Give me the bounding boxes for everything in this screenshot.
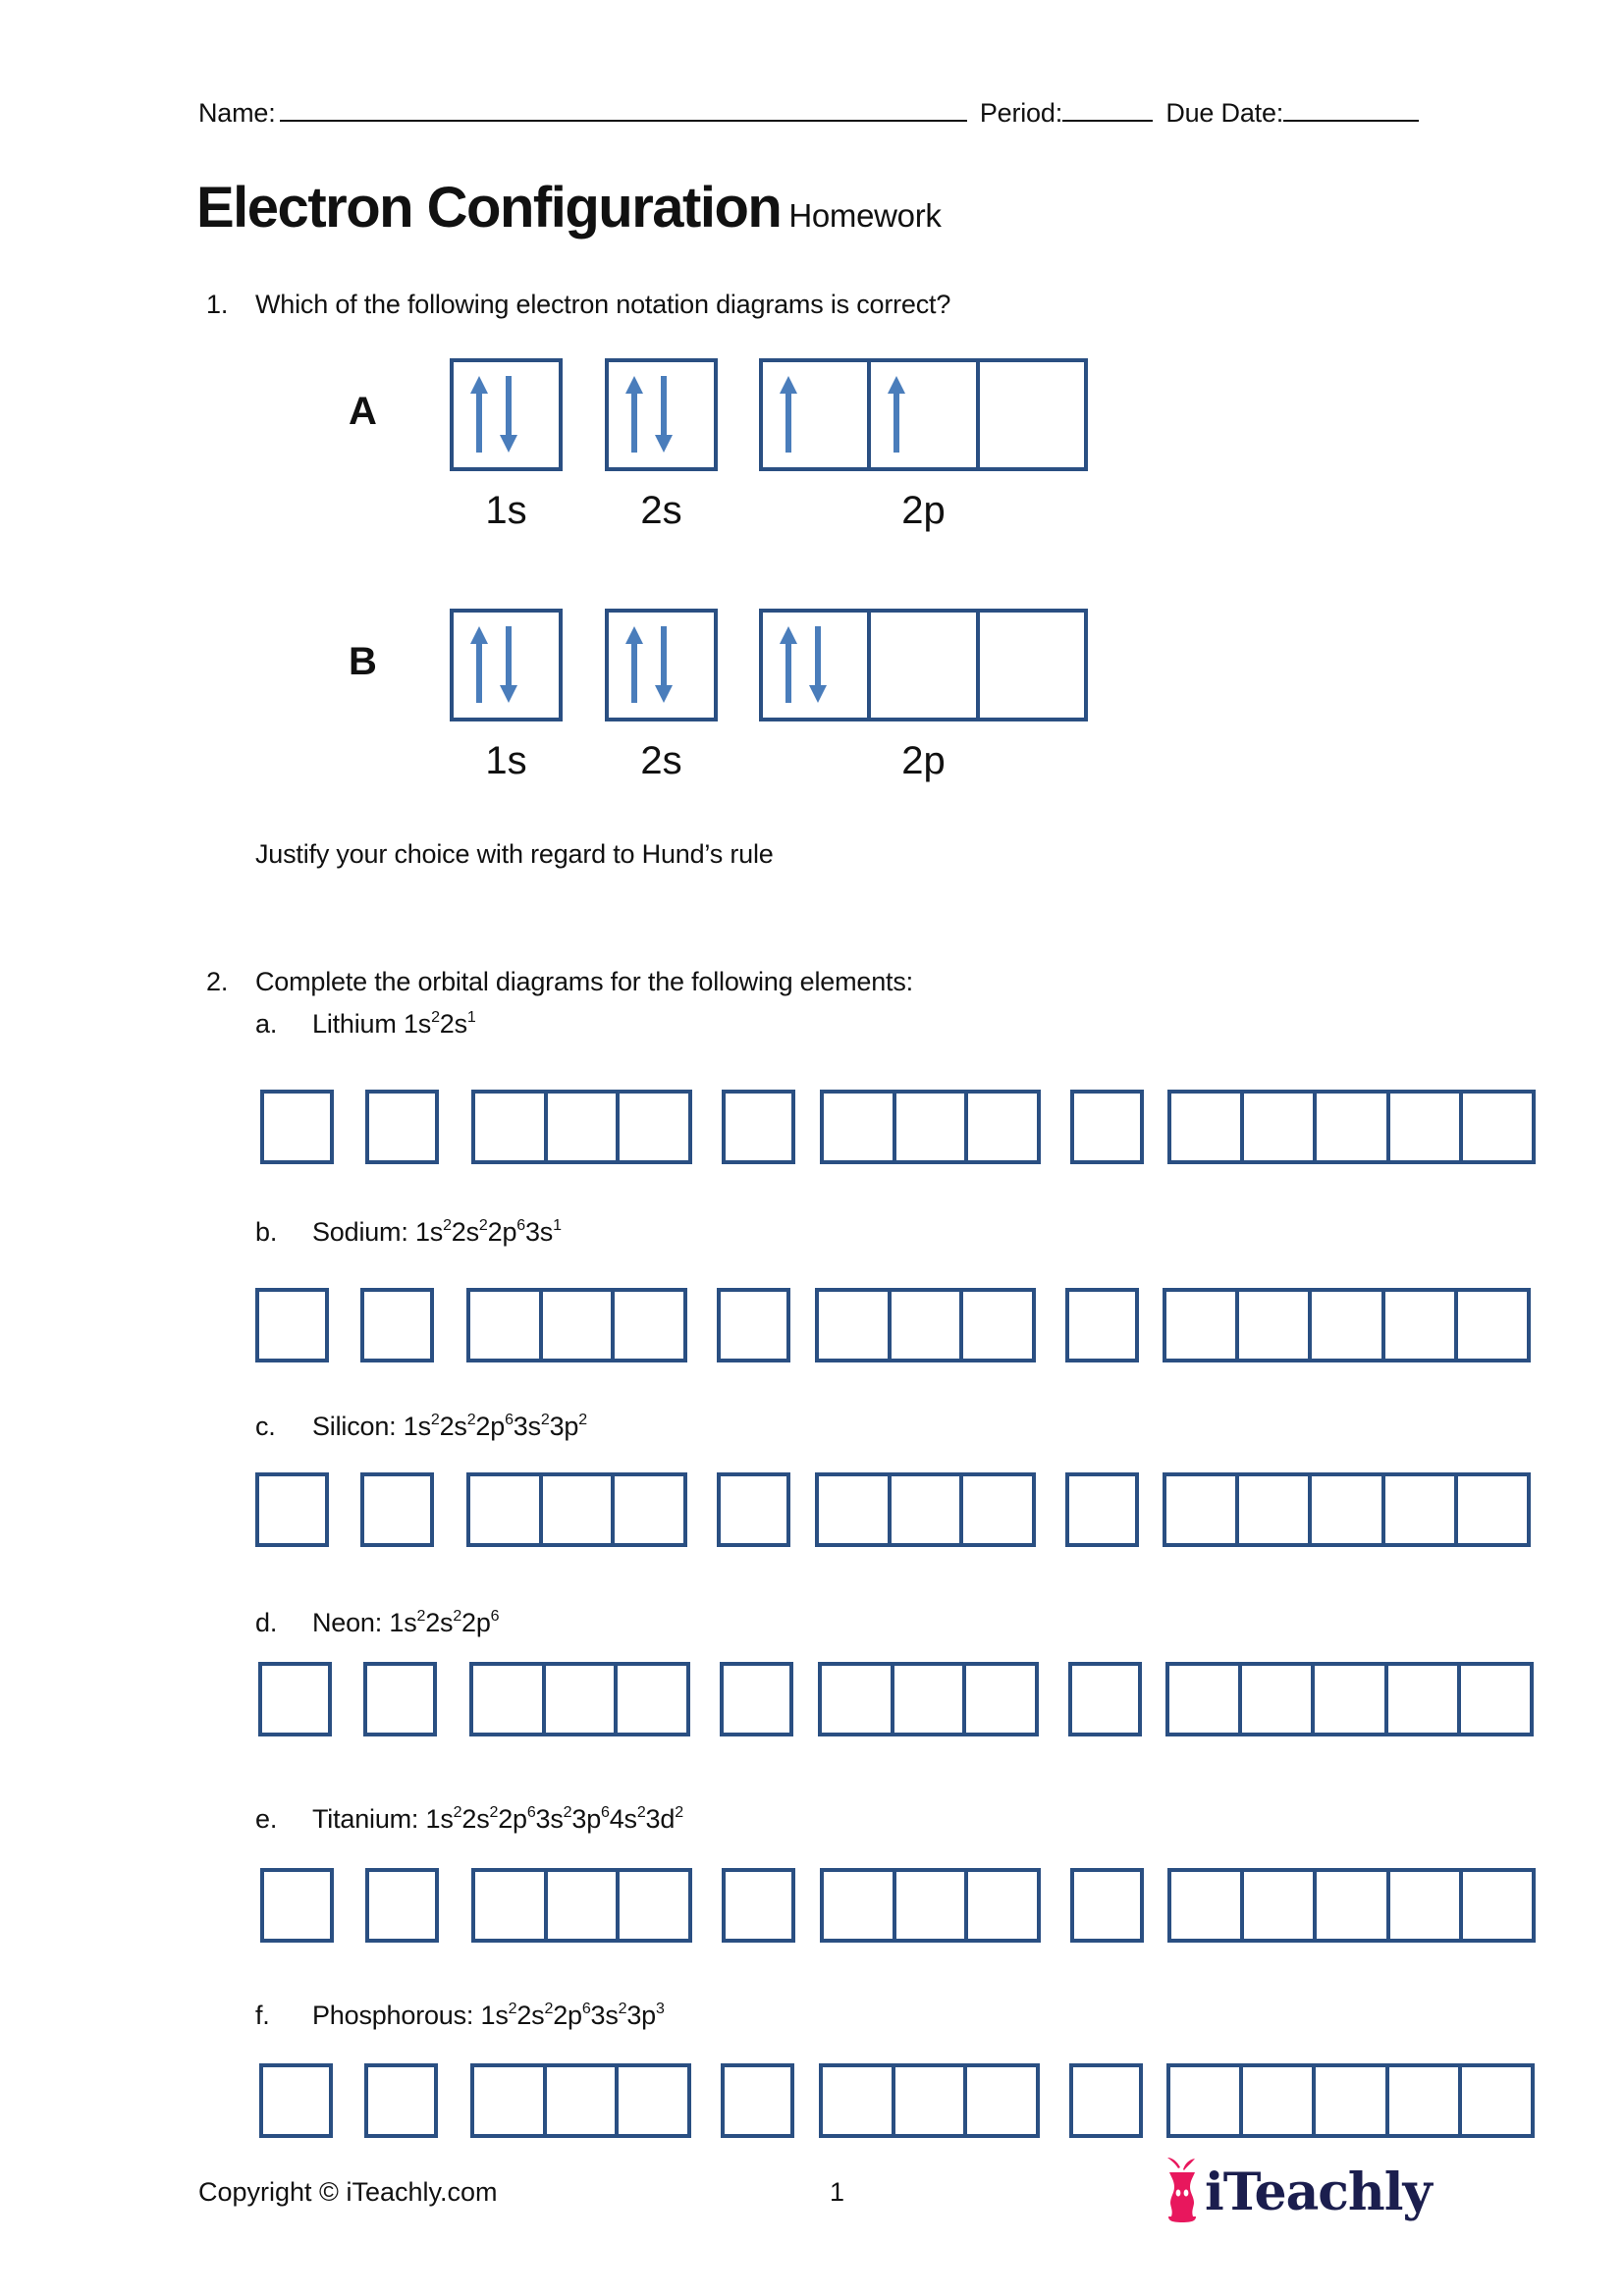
orbital-box-3p <box>819 2063 1040 2138</box>
orbital-cell-input[interactable] <box>1170 2067 1239 2134</box>
orbital-cell-input[interactable] <box>543 2067 616 2134</box>
element-name: Titanium: <box>312 1804 419 1834</box>
electron-count: 6 <box>505 1412 514 1428</box>
orbital-box-1s <box>255 1288 329 1362</box>
orbital-cell-input[interactable] <box>1169 1666 1238 1733</box>
subshell: 2s <box>461 1804 490 1834</box>
orbital-cell-input[interactable] <box>891 1666 963 1733</box>
orbital-cell-input[interactable] <box>1308 1292 1380 1359</box>
orbital-cell-input[interactable] <box>1171 1872 1240 1939</box>
orbital-box-3s <box>722 1090 795 1164</box>
apple-core-icon <box>1164 2156 1201 2229</box>
electron-count: 6 <box>490 1608 500 1625</box>
orbital-cell-input[interactable] <box>1385 2067 1458 2134</box>
title-main: Electron Configuration <box>196 176 782 240</box>
orbital-cell-input[interactable] <box>1240 1872 1313 1939</box>
orbital-cell-input[interactable] <box>1381 1292 1454 1359</box>
orbital-cell-input[interactable] <box>1312 2067 1384 2134</box>
electron-count: 2 <box>618 2001 627 2017</box>
orbital-cell-input[interactable] <box>1074 1094 1140 1160</box>
orbital-cell-input[interactable] <box>470 1476 539 1543</box>
orbital-cell-input[interactable] <box>1459 1872 1532 1939</box>
electron-count: 2 <box>416 1608 426 1625</box>
subshell: 2s <box>439 1412 467 1441</box>
electron-count: 1 <box>553 1217 562 1234</box>
orbital-box-2s <box>363 1662 437 1736</box>
period-blank-field[interactable] <box>1062 96 1153 122</box>
subshell: 1s <box>403 1412 431 1441</box>
orbital-cell-input[interactable] <box>1308 1476 1380 1543</box>
orbital-cell-input[interactable] <box>1069 1292 1135 1359</box>
orbital-cell-input[interactable] <box>721 1292 786 1359</box>
orbital-box-4s <box>1065 1288 1139 1362</box>
orbital-cell-input[interactable] <box>539 1476 612 1543</box>
orbital-box-3s <box>717 1472 790 1547</box>
orbital-cell-input[interactable] <box>819 1476 888 1543</box>
subshell: 2p <box>461 1608 491 1637</box>
electron-configuration <box>404 1412 587 1441</box>
question-text: Complete the orbital diagrams for the following elements: <box>255 967 913 996</box>
orbital-cell-input[interactable] <box>259 1476 325 1543</box>
orbital-box-3p <box>818 1662 1039 1736</box>
orbital-cell-input[interactable] <box>1166 1292 1235 1359</box>
subshell: 1s <box>414 1217 444 1247</box>
orbital-cell-input[interactable] <box>542 1666 615 1733</box>
orbital-cell-input[interactable] <box>369 1094 435 1160</box>
orbital-cell-input[interactable] <box>959 1292 1032 1359</box>
orbital-cell-input[interactable] <box>364 1476 430 1543</box>
orbital-cell <box>609 362 714 467</box>
orbital-cell-input[interactable] <box>824 1094 893 1160</box>
orbital-box-3d <box>1163 1288 1531 1362</box>
orbital-box-2s <box>360 1288 434 1362</box>
title-subtitle: Homework <box>788 197 942 234</box>
orbital-cell-input[interactable] <box>616 1094 688 1160</box>
orbital-cell-input[interactable] <box>724 1666 789 1733</box>
subshell: 2p <box>553 2001 582 2030</box>
orbital-box-4s <box>1070 1090 1144 1164</box>
orbital-cell-input[interactable] <box>721 1476 786 1543</box>
orbital-cell-input[interactable] <box>1171 1094 1240 1160</box>
element-item-label <box>255 1009 476 1040</box>
orbital-cell-input[interactable] <box>262 1666 328 1733</box>
orbital-cell-input[interactable] <box>1457 1666 1530 1733</box>
subshell: 1s <box>425 1804 454 1834</box>
electron-count: 2 <box>466 1412 476 1428</box>
orbital-cell <box>867 362 975 467</box>
electron-count: 1 <box>466 1009 476 1026</box>
copyright-text: Copyright © iTeachly.com <box>198 2177 498 2207</box>
orbital-cell-input[interactable] <box>1311 1666 1383 1733</box>
electron-count: 2 <box>508 2001 517 2017</box>
electron-count: 2 <box>540 1412 550 1428</box>
orbital-cell-input[interactable] <box>611 1292 683 1359</box>
orbital-cell-input[interactable] <box>888 1476 960 1543</box>
subshell: 1s <box>389 1608 417 1637</box>
subshell: 2p <box>487 1217 517 1247</box>
orbital-cell-input[interactable] <box>1069 1476 1135 1543</box>
orbital-cell-input[interactable] <box>474 2067 543 2134</box>
orbital-box-1s <box>260 1868 334 1943</box>
orbital-cell-input[interactable] <box>824 1872 893 1939</box>
orbital-cell-input[interactable] <box>1454 1292 1527 1359</box>
subshell: 3p <box>549 1412 579 1441</box>
orbital-label: 1s <box>485 489 527 532</box>
orbital-diagram-row <box>260 1090 1537 1164</box>
electron-count: 2 <box>636 1804 646 1821</box>
subshell: 4s <box>609 1804 637 1834</box>
orbital-cell-input[interactable] <box>1459 1094 1532 1160</box>
element-item-label <box>255 2001 665 2031</box>
orbital-cell-input[interactable] <box>259 1292 325 1359</box>
orbital-label: 2p <box>901 739 946 782</box>
orbital-cell-input[interactable] <box>470 1292 539 1359</box>
orbital-cell-input[interactable] <box>726 1094 791 1160</box>
electron-count: 2 <box>443 1217 452 1234</box>
orbital-cell-input[interactable] <box>888 1292 960 1359</box>
student-info-line <box>198 96 1425 129</box>
subshell: 3s <box>590 2001 619 2030</box>
electron-count: 2 <box>431 1009 440 1026</box>
logo-wordmark: iTeachly <box>1205 2163 1432 2222</box>
orbital-cell <box>609 613 714 718</box>
orbital-cell-input[interactable] <box>959 1476 1032 1543</box>
orbital-box-2s <box>605 358 718 471</box>
electron-count: 2 <box>675 1804 683 1821</box>
orbital-diagram-row <box>260 1868 1537 1943</box>
electron-count: 6 <box>516 1217 525 1234</box>
orbital-label: 2p <box>901 489 946 532</box>
orbital-cell-input[interactable] <box>964 1094 1037 1160</box>
orbital-cell <box>454 613 559 718</box>
orbital-cell <box>976 362 1084 467</box>
orbital-cell-input[interactable] <box>369 1872 435 1939</box>
page-number: 1 <box>830 2177 845 2207</box>
electron-count: 2 <box>453 1608 462 1625</box>
subshell: 2p <box>475 1412 506 1441</box>
subshell: 3s <box>513 1412 541 1441</box>
element-name: Phosphorous: <box>312 2001 474 2030</box>
orbital-box-2s <box>364 2063 438 2138</box>
subshell: 1s <box>403 1009 432 1039</box>
subshell: 3d <box>645 1804 676 1834</box>
item-letter: d. <box>255 1608 278 1637</box>
subshell: 1s <box>480 2001 509 2030</box>
orbital-cell-input[interactable] <box>1074 1872 1140 1939</box>
orbital-box-2p <box>759 358 1088 471</box>
orbital-cell-input[interactable] <box>963 2067 1036 2134</box>
orbital-cell-input[interactable] <box>475 1094 544 1160</box>
element-item-label <box>255 1217 562 1248</box>
orbital-cell-input[interactable] <box>368 2067 434 2134</box>
orbital-box-3s <box>717 1288 790 1362</box>
orbital-cell-input[interactable] <box>819 1292 888 1359</box>
orbital-box-3p <box>815 1288 1036 1362</box>
page-title <box>196 175 942 240</box>
electron-configuration <box>481 2001 665 2030</box>
orbital-cell-input[interactable] <box>1384 1666 1457 1733</box>
orbital-cell-input[interactable] <box>962 1666 1035 1733</box>
orbital-box-4s <box>1069 2063 1143 2138</box>
due-date-label: Due Date: <box>1165 98 1284 128</box>
orbital-box-3p <box>820 1090 1041 1164</box>
orbital-box-3d <box>1167 1868 1536 1943</box>
separator <box>418 1804 425 1834</box>
orbital-cell-input[interactable] <box>1386 1872 1459 1939</box>
orbital-box-2s <box>365 1868 439 1943</box>
orbital-box-2p <box>469 1662 690 1736</box>
orbital-cell-input[interactable] <box>364 1292 430 1359</box>
orbital-label: 2s <box>640 489 682 532</box>
orbital-box-3d <box>1167 1090 1536 1164</box>
element-item-label <box>255 1608 499 1638</box>
orbital-box-2p <box>470 2063 691 2138</box>
question-number: 2. <box>206 967 229 996</box>
item-letter: f. <box>255 2001 270 2030</box>
electron-count: 2 <box>563 1804 572 1821</box>
orbital-cell-input[interactable] <box>1454 1476 1527 1543</box>
orbital-cell-input[interactable] <box>725 2067 790 2134</box>
subshell: 3s <box>535 1804 564 1834</box>
orbital-cell-input[interactable] <box>1240 1094 1313 1160</box>
orbital-cell-input[interactable] <box>1235 1292 1308 1359</box>
orbital-cell-input[interactable] <box>616 1872 688 1939</box>
orbital-cell-input[interactable] <box>475 1872 544 1939</box>
electron-count: 2 <box>453 1804 462 1821</box>
orbital-cell <box>867 613 975 718</box>
separator <box>397 1009 404 1039</box>
orbital-cell-input[interactable] <box>615 2067 687 2134</box>
separator <box>473 2001 480 2030</box>
electron-count: 6 <box>601 1804 610 1821</box>
diagram-option-label: A <box>349 390 377 433</box>
subshell: 2p <box>498 1804 527 1834</box>
orbital-cell-input[interactable] <box>1313 1094 1385 1160</box>
orbital-box-3s <box>720 1662 793 1736</box>
orbital-diagram-row <box>255 1472 1532 1547</box>
item-letter: e. <box>255 1804 278 1834</box>
name-label: Name: <box>198 98 276 128</box>
subshell: 2s <box>439 1009 467 1039</box>
electron-count: 3 <box>656 2001 665 2017</box>
orbital-box-4s <box>1070 1868 1144 1943</box>
orbital-label: 1s <box>485 739 527 782</box>
electron-configuration <box>415 1217 562 1247</box>
orbital-cell-input[interactable] <box>1072 1666 1138 1733</box>
due-date-blank-field[interactable] <box>1283 96 1419 122</box>
orbital-cell-input[interactable] <box>1235 1476 1308 1543</box>
electron-configuration <box>404 1009 476 1039</box>
orbital-cell-input[interactable] <box>1381 1476 1454 1543</box>
orbital-cell-input[interactable] <box>1166 1476 1235 1543</box>
electron-count: 2 <box>578 1412 587 1428</box>
iteachly-logo <box>1164 2156 1432 2229</box>
orbital-cell-input[interactable] <box>726 1872 791 1939</box>
electron-count: 6 <box>526 1804 536 1821</box>
electron-configuration <box>389 1608 499 1637</box>
orbital-cell-input[interactable] <box>544 1094 617 1160</box>
orbital-box-1s <box>450 358 563 471</box>
separator <box>396 1412 403 1441</box>
electron-count: 6 <box>581 2001 591 2017</box>
orbital-box-1s <box>255 1472 329 1547</box>
orbital-box-1s <box>259 2063 333 2138</box>
orbital-cell-input[interactable] <box>1073 2067 1139 2134</box>
orbital-box-3p <box>820 1868 1041 1943</box>
orbital-cell-input[interactable] <box>822 1666 891 1733</box>
orbital-cell-input[interactable] <box>367 1666 433 1733</box>
orbital-cell-input[interactable] <box>611 1476 683 1543</box>
element-name: Lithium <box>312 1009 397 1039</box>
question-text: Which of the following electron notation diagrams is correct? <box>255 290 951 319</box>
orbital-cell-input[interactable] <box>1313 1872 1385 1939</box>
orbital-label: 2s <box>640 739 682 782</box>
orbital-box-1s <box>260 1090 334 1164</box>
orbital-diagram-row <box>259 2063 1536 2138</box>
orbital-box-3s <box>721 2063 794 2138</box>
orbital-cell-input[interactable] <box>539 1292 612 1359</box>
orbital-cell-input[interactable] <box>892 2067 964 2134</box>
subshell: 3p <box>571 1804 602 1834</box>
diagram-option-label: B <box>349 640 377 683</box>
orbital-box-3d <box>1163 1472 1531 1547</box>
item-letter: a. <box>255 1009 278 1039</box>
justify-prompt: Justify your choice with regard to Hund’s rule <box>255 839 774 869</box>
element-item-label <box>255 1412 587 1442</box>
question-1 <box>206 290 950 320</box>
orbital-cell-input[interactable] <box>544 1872 617 1939</box>
orbital-box-2s <box>605 609 718 721</box>
question-2 <box>206 967 913 997</box>
orbital-cell-input[interactable] <box>823 2067 892 2134</box>
electron-count: 2 <box>478 1217 488 1234</box>
orbital-cell-input[interactable] <box>1238 1666 1311 1733</box>
element-name: Sodium: <box>312 1217 408 1247</box>
item-letter: c. <box>255 1412 276 1441</box>
orbital-cell <box>763 613 867 718</box>
orbital-diagram-row <box>258 1662 1535 1736</box>
subshell: 2s <box>425 1608 454 1637</box>
orbital-box-3s <box>722 1868 795 1943</box>
orbital-box-2p <box>466 1288 687 1362</box>
orbital-box-4s <box>1068 1662 1142 1736</box>
orbital-box-2p <box>466 1472 687 1547</box>
orbital-cell-input[interactable] <box>264 1094 330 1160</box>
orbital-cell <box>454 362 559 467</box>
orbital-box-3p <box>815 1472 1036 1547</box>
subshell: 2s <box>516 2001 545 2030</box>
orbital-cell-input[interactable] <box>1239 2067 1312 2134</box>
element-name: Neon: <box>312 1608 383 1637</box>
period-label: Period: <box>979 98 1062 128</box>
orbital-cell-input[interactable] <box>264 1872 330 1939</box>
item-letter: b. <box>255 1217 278 1247</box>
orbital-cell-input[interactable] <box>964 1872 1037 1939</box>
orbital-cell-input[interactable] <box>263 2067 329 2134</box>
subshell: 2s <box>451 1217 479 1247</box>
orbital-box-1s <box>450 609 563 721</box>
orbital-box-2p <box>471 1090 692 1164</box>
orbital-box-2p <box>471 1868 692 1943</box>
orbital-cell-input[interactable] <box>614 1666 686 1733</box>
orbital-cell-input[interactable] <box>1458 2067 1531 2134</box>
orbital-cell <box>976 613 1084 718</box>
question-number: 1. <box>206 290 229 319</box>
subshell: 3p <box>626 2001 656 2030</box>
orbital-cell-input[interactable] <box>1386 1094 1459 1160</box>
orbital-box-2s <box>365 1090 439 1164</box>
orbital-cell-input[interactable] <box>893 1094 965 1160</box>
orbital-box-1s <box>258 1662 332 1736</box>
orbital-box-3d <box>1165 1662 1534 1736</box>
subshell: 3s <box>524 1217 554 1247</box>
electron-count: 2 <box>544 2001 554 2017</box>
electron-configuration <box>426 1804 683 1834</box>
orbital-box-3d <box>1166 2063 1535 2138</box>
orbital-cell-input[interactable] <box>473 1666 542 1733</box>
electron-count: 2 <box>430 1412 440 1428</box>
orbital-cell-input[interactable] <box>893 1872 965 1939</box>
element-name: Silicon: <box>312 1412 397 1441</box>
orbital-diagram-row <box>255 1288 1532 1362</box>
separator <box>408 1217 415 1247</box>
electron-count: 2 <box>489 1804 499 1821</box>
orbital-box-2p <box>759 609 1088 721</box>
orbital-cell <box>763 362 867 467</box>
name-blank-field[interactable] <box>280 96 967 122</box>
element-item-label <box>255 1804 683 1835</box>
orbital-box-2s <box>360 1472 434 1547</box>
orbital-box-4s <box>1065 1472 1139 1547</box>
